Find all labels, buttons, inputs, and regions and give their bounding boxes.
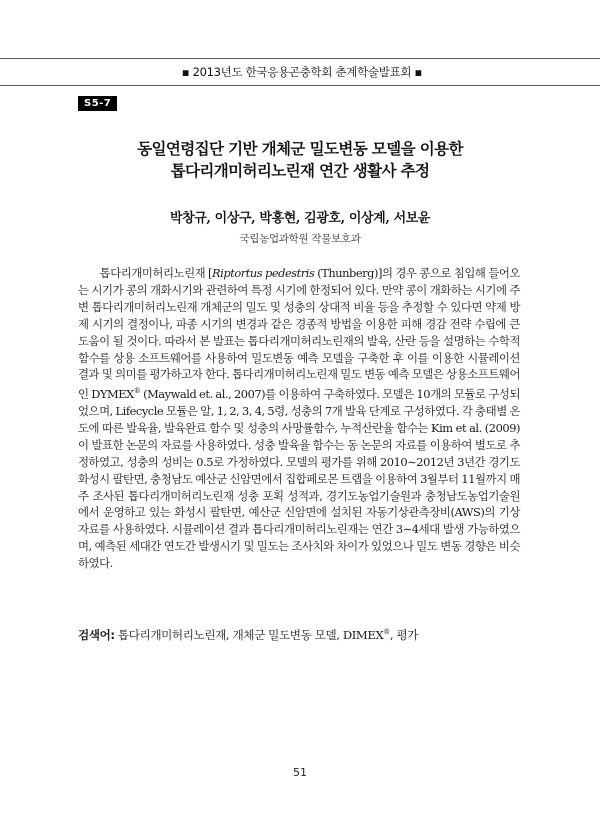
conference-header — [0, 58, 600, 86]
header-rule-top — [0, 58, 600, 59]
session-code-badge: S5-7 — [78, 96, 117, 111]
abstract — [78, 265, 520, 572]
abstract-paragraph — [78, 265, 520, 572]
abstract-text-middle: (Thunberg)]의 경우 콩으로 침입해 들어오는 시기가 콩의 개화시기와 관련하여 특정 시기에 한정되어 있다. 만약 콩이 개화하는 시기에 주변 톱다리개미허리노린재 개체군의 밀도 및 성충의 상대적 비율 등을 추정할 수 있다면 약제 방제 시기의 결정이나, 파종 시기의 변경과 같은 경종적 방법을 이용한 피해 경감 전략 수립에 큰 도움이 될 것이다. 따라서 본 발표는 톱다리개미허리노린재의 발육, 산란 등을 설명하는 수학적 함수를 상용 소프트웨어를 사용하여 밀도변동 예측 모델을 구축한 후 이를 이용한 시뮬레이션 결과 및 의미를 평가하고자 한다. 톱다리개미허리노린재 밀도 변동 예측 모델은 상용소프트웨어인 DYMEX — [78, 266, 520, 402]
conference-name: ▪ 2013년도 한국응용곤충학회 춘계학술발표회 ▪ — [181, 65, 422, 79]
species-name: Riptortus pedestris — [212, 266, 315, 280]
header-rule-bottom — [0, 85, 600, 86]
abstract-text-start: 톱다리개미허리노린재 [ — [99, 266, 213, 280]
keywords-text: 톱다리개미허리노린재, 개체군 밀도변동 모델, DIMEX — [114, 628, 384, 642]
keywords-label: 검색어: — [78, 628, 115, 642]
author-list: 박창규, 이상구, 박홍현, 김광호, 이상계, 서보윤 — [169, 211, 431, 226]
keywords-text-end: , 평가 — [389, 628, 419, 642]
keywords — [78, 627, 520, 643]
page-number: 51 — [293, 766, 307, 779]
registered-trademark-symbol: ® — [133, 387, 141, 396]
title-line-2: 톱다리개미허리노린재 연간 생활사 추정 — [170, 162, 430, 180]
paper-title — [60, 138, 540, 182]
keywords-trademark-symbol: ® — [383, 628, 390, 637]
affiliation: 국립농업과학원 작물보호과 — [239, 233, 361, 245]
abstract-text-end: (Maywald et. al., 2007)를 이용하여 구축하였다. 모델은 10개의 모듈로 구성되었으며, Lifecycle 모듈은 알, 1, 2, 3, 4, 5령, 성충의 7개 발육 단계로 구성하였다. 각 충태별 온도에 따른 발육율, 발육완료 함수 및 성충의 사망률함수, 누적산란율 함수는 Kim et al. (2009)이 발표한 논문의 자료를 사용하였다. 성충 발육율 함수는 동 논문의 자료를 이용하여 별도로 추정하였고, 성충의 성비는 0.5로 가정하였다. 모델의 평가를 위해 2010∼2012년 3년간 경기도 화성시 팔탄면, 충청남도 예산군 신암면에서 집합페로몬 트랩을 이용하여 3월부터 11월까지 매주 조사된 톱다리개미허리노린재 성충 포획 성적과, 경기도농업기술원과 충청남도농업기술원에서 운영하고 있는 화성시 팔탄면, 예산군 신암면에 설치된 자동기상관측장비(AWS)의 기상 자료를 사용하였다. 시뮬레이션 결과 톱다리개미허리노린재는 연간 3∼4세대 발생 가능하였으며, 예측된 세대간 연도간 발생시기 및 밀도는 조사치와 차이가 있었으나 밀도 변동 경향은 비슷하였다. — [78, 387, 521, 571]
title-line-1: 동일연령집단 기반 개체군 밀도변동 모델을 이용한 — [137, 140, 463, 158]
